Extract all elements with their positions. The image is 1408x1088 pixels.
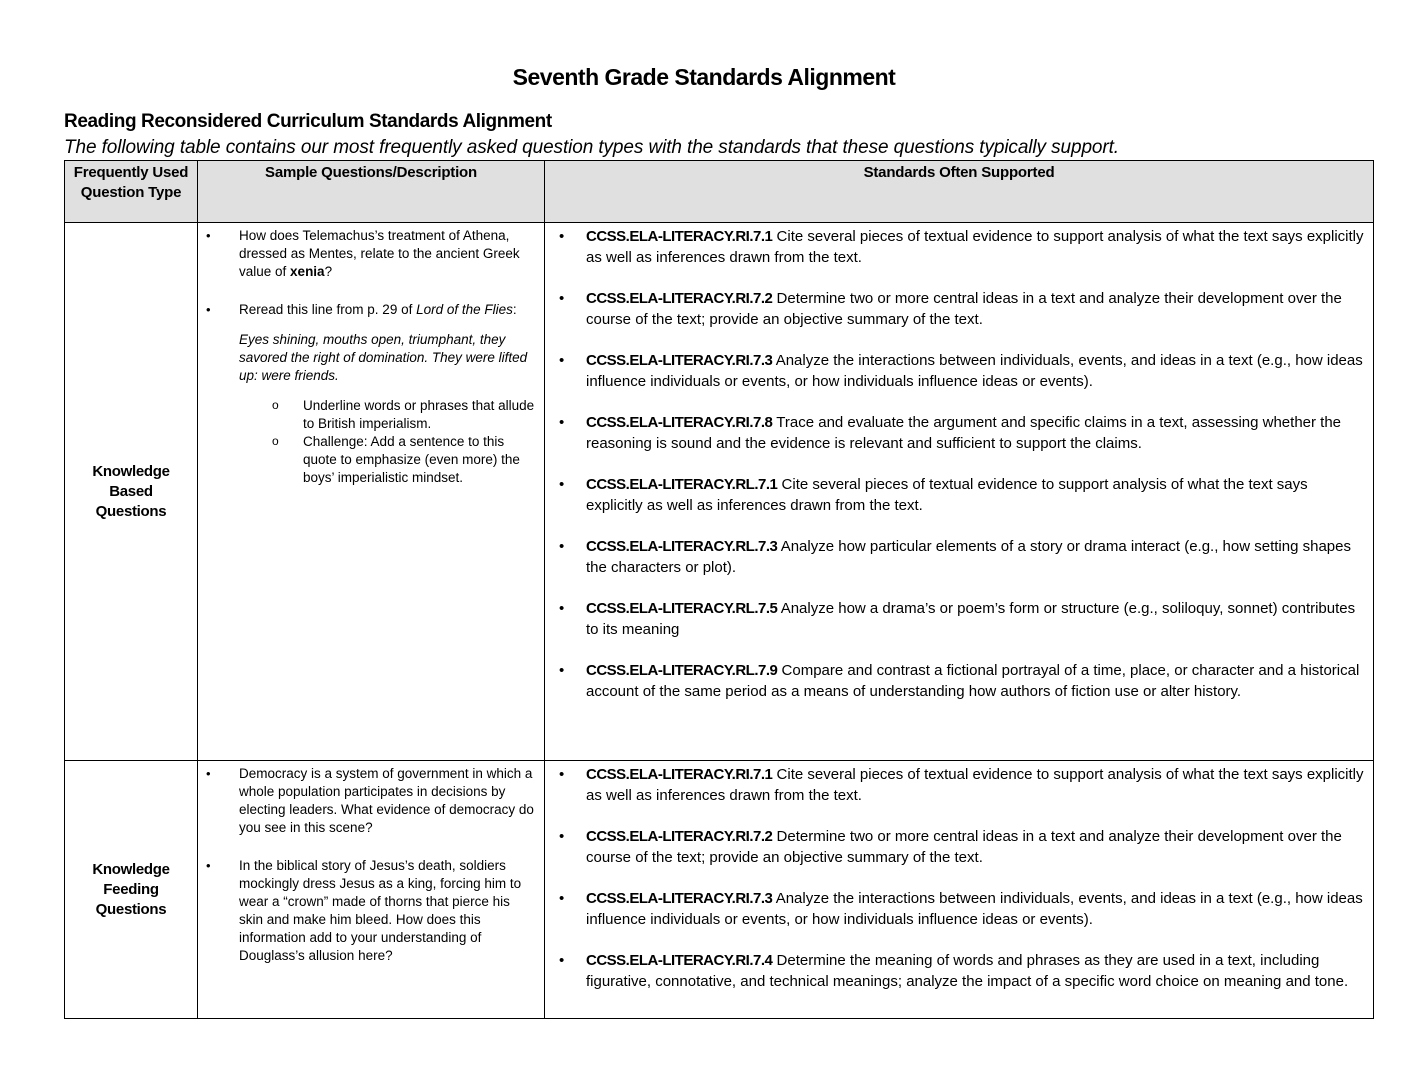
sample-questions-cell <box>198 223 545 761</box>
list-item: • Democracy is a system of government in which a whole population participates in decisions by electing leaders. What evidence of democracy do you see in this scene? <box>198 765 544 837</box>
standard-item: • CCSS.ELA-LITERACY.RL.7.9 Compare and contrast a fictional portrayal of a time, place, or character and a historical account of the same period as a means of understanding how authors of fiction use or alter history. <box>545 661 1373 702</box>
page-title: Seventh Grade Standards Alignment <box>512 64 896 90</box>
standard-item: • CCSS.ELA-LITERACY.RI.7.3 Analyze the interactions between individuals, events, and ideas in a text (e.g., how ideas influence individuals or events, or how individuals influence ideas or events). <box>545 351 1373 392</box>
intro-text: The following table contains our most frequently asked question types with the standards that these questions typically support. <box>64 137 1119 158</box>
standards-list <box>545 765 1373 992</box>
standard-item: • CCSS.ELA-LITERACY.RL.7.5 Analyze how a drama’s or poem’s form or structure (e.g., soliloquy, sonnet) contributes to its meaning <box>545 599 1373 640</box>
header-question-type: Frequently Used Question Type <box>65 161 198 223</box>
standards-cell <box>545 761 1374 1019</box>
header-standards: Standards Often Supported <box>545 161 1374 223</box>
section-heading: Reading Reconsidered Curriculum Standards Alignment <box>64 111 552 132</box>
standard-item: • CCSS.ELA-LITERACY.RL.7.3 Analyze how particular elements of a story or drama interact (e.g., how setting shapes the characters or plot). <box>545 537 1373 578</box>
standards-cell <box>545 223 1374 761</box>
sub-list-item: o Underline words or phrases that allude to British imperialism. <box>239 397 536 433</box>
standards-list <box>545 227 1373 702</box>
sub-list-item: o Challenge: Add a sentence to this quote to emphasize (even more) the boys’ imperialistic mindset. <box>239 433 536 487</box>
standard-item: • CCSS.ELA-LITERACY.RI.7.4 Determine the meaning of words and phrases as they are used in a text, including figurative, connotative, and technical meanings; analyze the impact of a specific word choice on meaning and tone. <box>545 951 1373 992</box>
quote-text: Eyes shining, mouths open, triumphant, they savored the right of domination. They were lifted up: were friends. <box>239 332 528 383</box>
header-sample-questions: Sample Questions/Description <box>198 161 545 223</box>
sample-questions-list <box>198 765 544 965</box>
standard-item: • CCSS.ELA-LITERACY.RI.7.3 Analyze the interactions between individuals, events, and ideas in a text (e.g., how ideas influence individuals or events, or how individuals influence ideas or events). <box>545 889 1373 930</box>
standard-item: • CCSS.ELA-LITERACY.RI.7.1 Cite several pieces of textual evidence to support analysis of what the text says explicitly as well as inferences drawn from the text. <box>545 227 1373 268</box>
table-row <box>65 761 1374 1019</box>
standard-item: • CCSS.ELA-LITERACY.RI.7.1 Cite several pieces of textual evidence to support analysis of what the text says explicitly as well as inferences drawn from the text. <box>545 765 1373 806</box>
list-item: • Reread this line from p. 29 of Lord of the Flies: Eyes shining, mouths open, triumphant, they savored the right of domination. They were lifted up: were friends. o Underline words or phrases that allude to British imperialism. o Challenge: Add a sentence to this quote to emphasize (even more) the boys’ imperialistic mindset. <box>198 301 544 487</box>
standard-item: • CCSS.ELA-LITERACY.RI.7.8 Trace and evaluate the argument and specific claims in a text, assessing whether the reasoning is sound and the evidence is relevant and sufficient to support the claims. <box>545 413 1373 454</box>
standard-item: • CCSS.ELA-LITERACY.RL.7.1 Cite several pieces of textual evidence to support analysis of what the text says explicitly as well as inferences drawn from the text. <box>545 475 1373 516</box>
standard-item: • CCSS.ELA-LITERACY.RI.7.2 Determine two or more central ideas in a text and analyze their development over the course of the text; provide an objective summary of the text. <box>545 289 1373 330</box>
list-item: • How does Telemachus’s treatment of Athena, dressed as Mentes, relate to the ancient Greek value of xenia? <box>198 227 544 281</box>
question-type-cell: Knowledge Feeding Questions <box>65 761 198 1019</box>
sample-questions-cell <box>198 761 545 1019</box>
sample-questions-list <box>198 227 544 487</box>
standard-item: • CCSS.ELA-LITERACY.RI.7.2 Determine two or more central ideas in a text and analyze their development over the course of the text; provide an objective summary of the text. <box>545 827 1373 868</box>
header-row <box>65 161 1374 223</box>
question-type-cell: Knowledge Based Questions <box>65 223 198 761</box>
standards-table <box>64 160 1374 1019</box>
table-row <box>65 223 1374 761</box>
list-item: • In the biblical story of Jesus’s death, soldiers mockingly dress Jesus as a king, forcing him to wear a “crown” made of thorns that pierce his skin and make him bleed. How does this information add to your understanding of Douglass’s allusion here? <box>198 857 544 965</box>
sub-list <box>239 397 536 487</box>
